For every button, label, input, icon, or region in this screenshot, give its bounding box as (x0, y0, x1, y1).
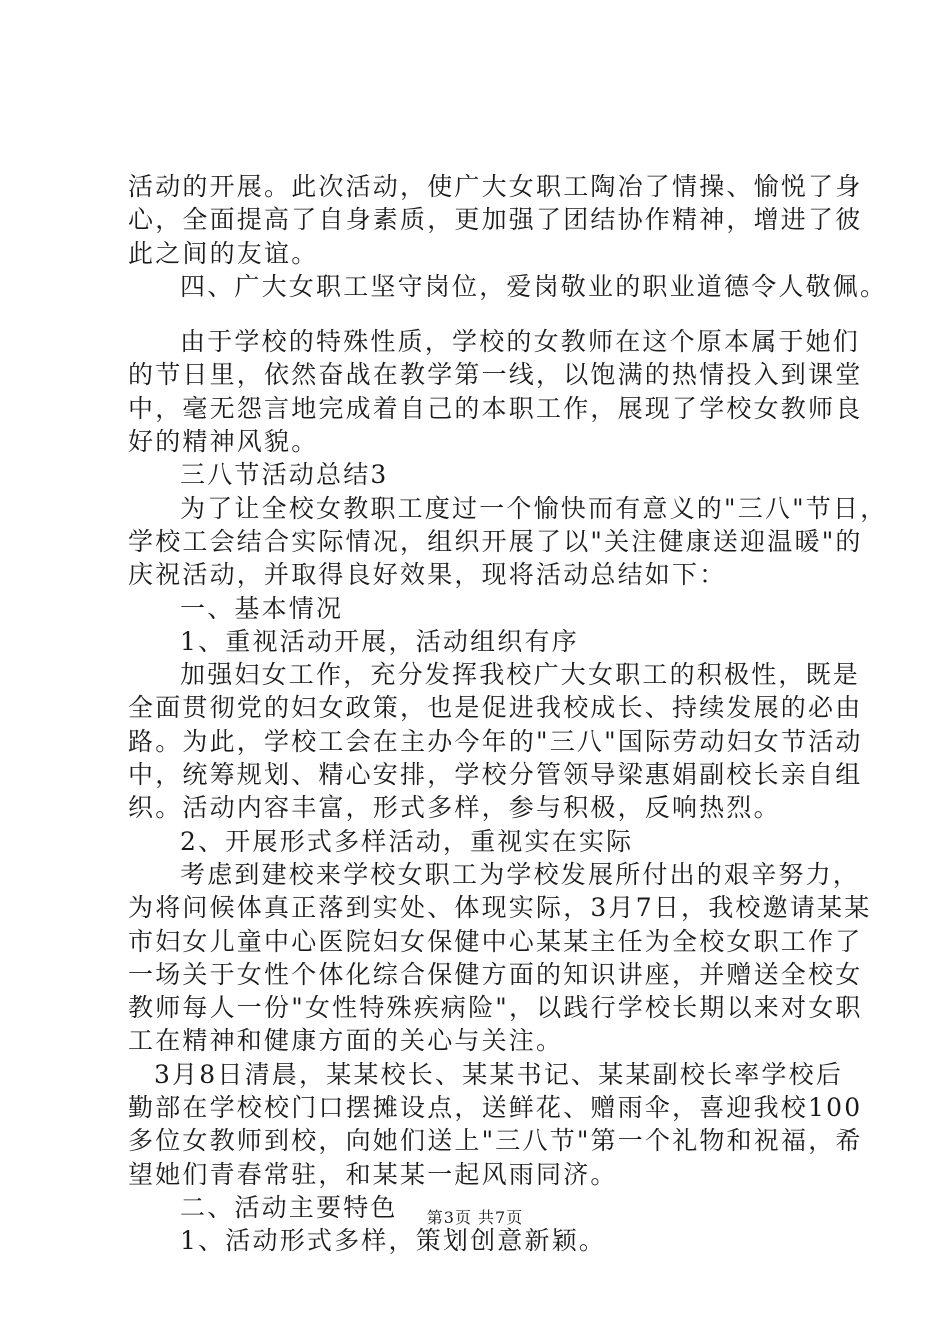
paragraph-line: 为了让全校女教职工度过一个愉快而有意义的"三八"节日， (180, 493, 888, 523)
paragraph-line: 由于学校的特殊性质，学校的女教师在这个原本属于她们 (180, 327, 861, 357)
paragraph-line: 的节日里，依然奋战在教学第一线，以饱满的热情投入到课堂 (128, 360, 863, 390)
paragraph-line: 织。活动内容丰富，形式多样，参与积极，反响热烈。 (128, 793, 781, 823)
paragraph-line: 好的精神风貌。 (128, 427, 319, 457)
paragraph-line: 全面贯彻党的妇女政策，也是促进我校成长、持续发展的必由 (128, 693, 863, 723)
paragraph-line: 教师每人一份"女性特殊疾病险"，以践行学校长期以来对女职 (128, 993, 863, 1023)
paragraph-line: 中，毫无怨言地完成着自己的本职工作，展现了学校女教师良 (128, 393, 863, 423)
paragraph-line: 路。为此，学校工会在主办今年的"三八"国际劳动妇女节活动 (128, 726, 863, 756)
article-title: 三八节活动总结3 (180, 460, 389, 490)
document-body (128, 170, 888, 1258)
subsection-heading: 1、重视活动开展，活动组织有序 (180, 626, 579, 656)
section-heading: 一、基本情况 (180, 593, 344, 623)
section-heading: 二、活动主要特色 (180, 1192, 398, 1222)
paragraph-line: 一场关于女性个体化综合保健方面的知识讲座，并赠送全校女 (128, 959, 863, 989)
paragraph-line: 学校工会结合实际情况，组织开展了以"关注健康送迎温暖"的 (128, 526, 863, 556)
paragraph-line: 活动的开展。此次活动，使广大女职工陶冶了情操、愉悦了身 (128, 172, 863, 201)
paragraph-line: 加强妇女工作，充分发挥我校广大女职工的积极性，既是 (180, 660, 861, 690)
paragraph-line: 心，全面提高了自身素质，更加强了团结协作精神，增进了彼 (128, 205, 863, 235)
paragraph-line: 中，统筹规划、精心安排，学校分管领导梁惠娟副校长亲自组 (128, 760, 863, 790)
subsection-heading: 1、活动形式多样，策划创意新颖。 (180, 1226, 607, 1256)
paragraph-line: 市妇女儿童中心医院妇女保健中心某某主任为全校女职工作了 (128, 926, 863, 956)
section-heading: 四、广大女职工坚守岗位，爱岗敬业的职业道德令人敬佩。 (180, 271, 888, 301)
page-number-footer: 第3页 共7页 (426, 1208, 524, 1227)
paragraph-line: 为将问候体真正落到实处、体现实际，3月7日，我校邀请某某 (128, 893, 872, 923)
paragraph-line: 此之间的友谊。 (128, 238, 319, 268)
paragraph-line: 庆祝活动，并取得良好效果，现将活动总结如下： (128, 560, 727, 590)
paragraph-line: 工在精神和健康方面的关心与关注。 (128, 1026, 564, 1056)
paragraph-line: 勤部在学校校门口摆摊设点，送鲜花、赠雨伞，喜迎我校100 (128, 1093, 863, 1123)
paragraph-line: 多位女教师到校，向她们送上"三八节"第一个礼物和祝福，希 (128, 1126, 863, 1156)
paragraph-line: 望她们青春常驻，和某某一起风雨同济。 (128, 1159, 618, 1189)
paragraph-line: 3月8日清晨，某某校长、某某书记、某某副校长率学校后 (154, 1059, 844, 1089)
paragraph-gap (128, 303, 848, 325)
subsection-heading: 2、开展形式多样活动，重视实在实际 (180, 826, 634, 856)
paragraph-line: 考虑到建校来学校女职工为学校发展所付出的艰辛努力， (180, 859, 861, 889)
